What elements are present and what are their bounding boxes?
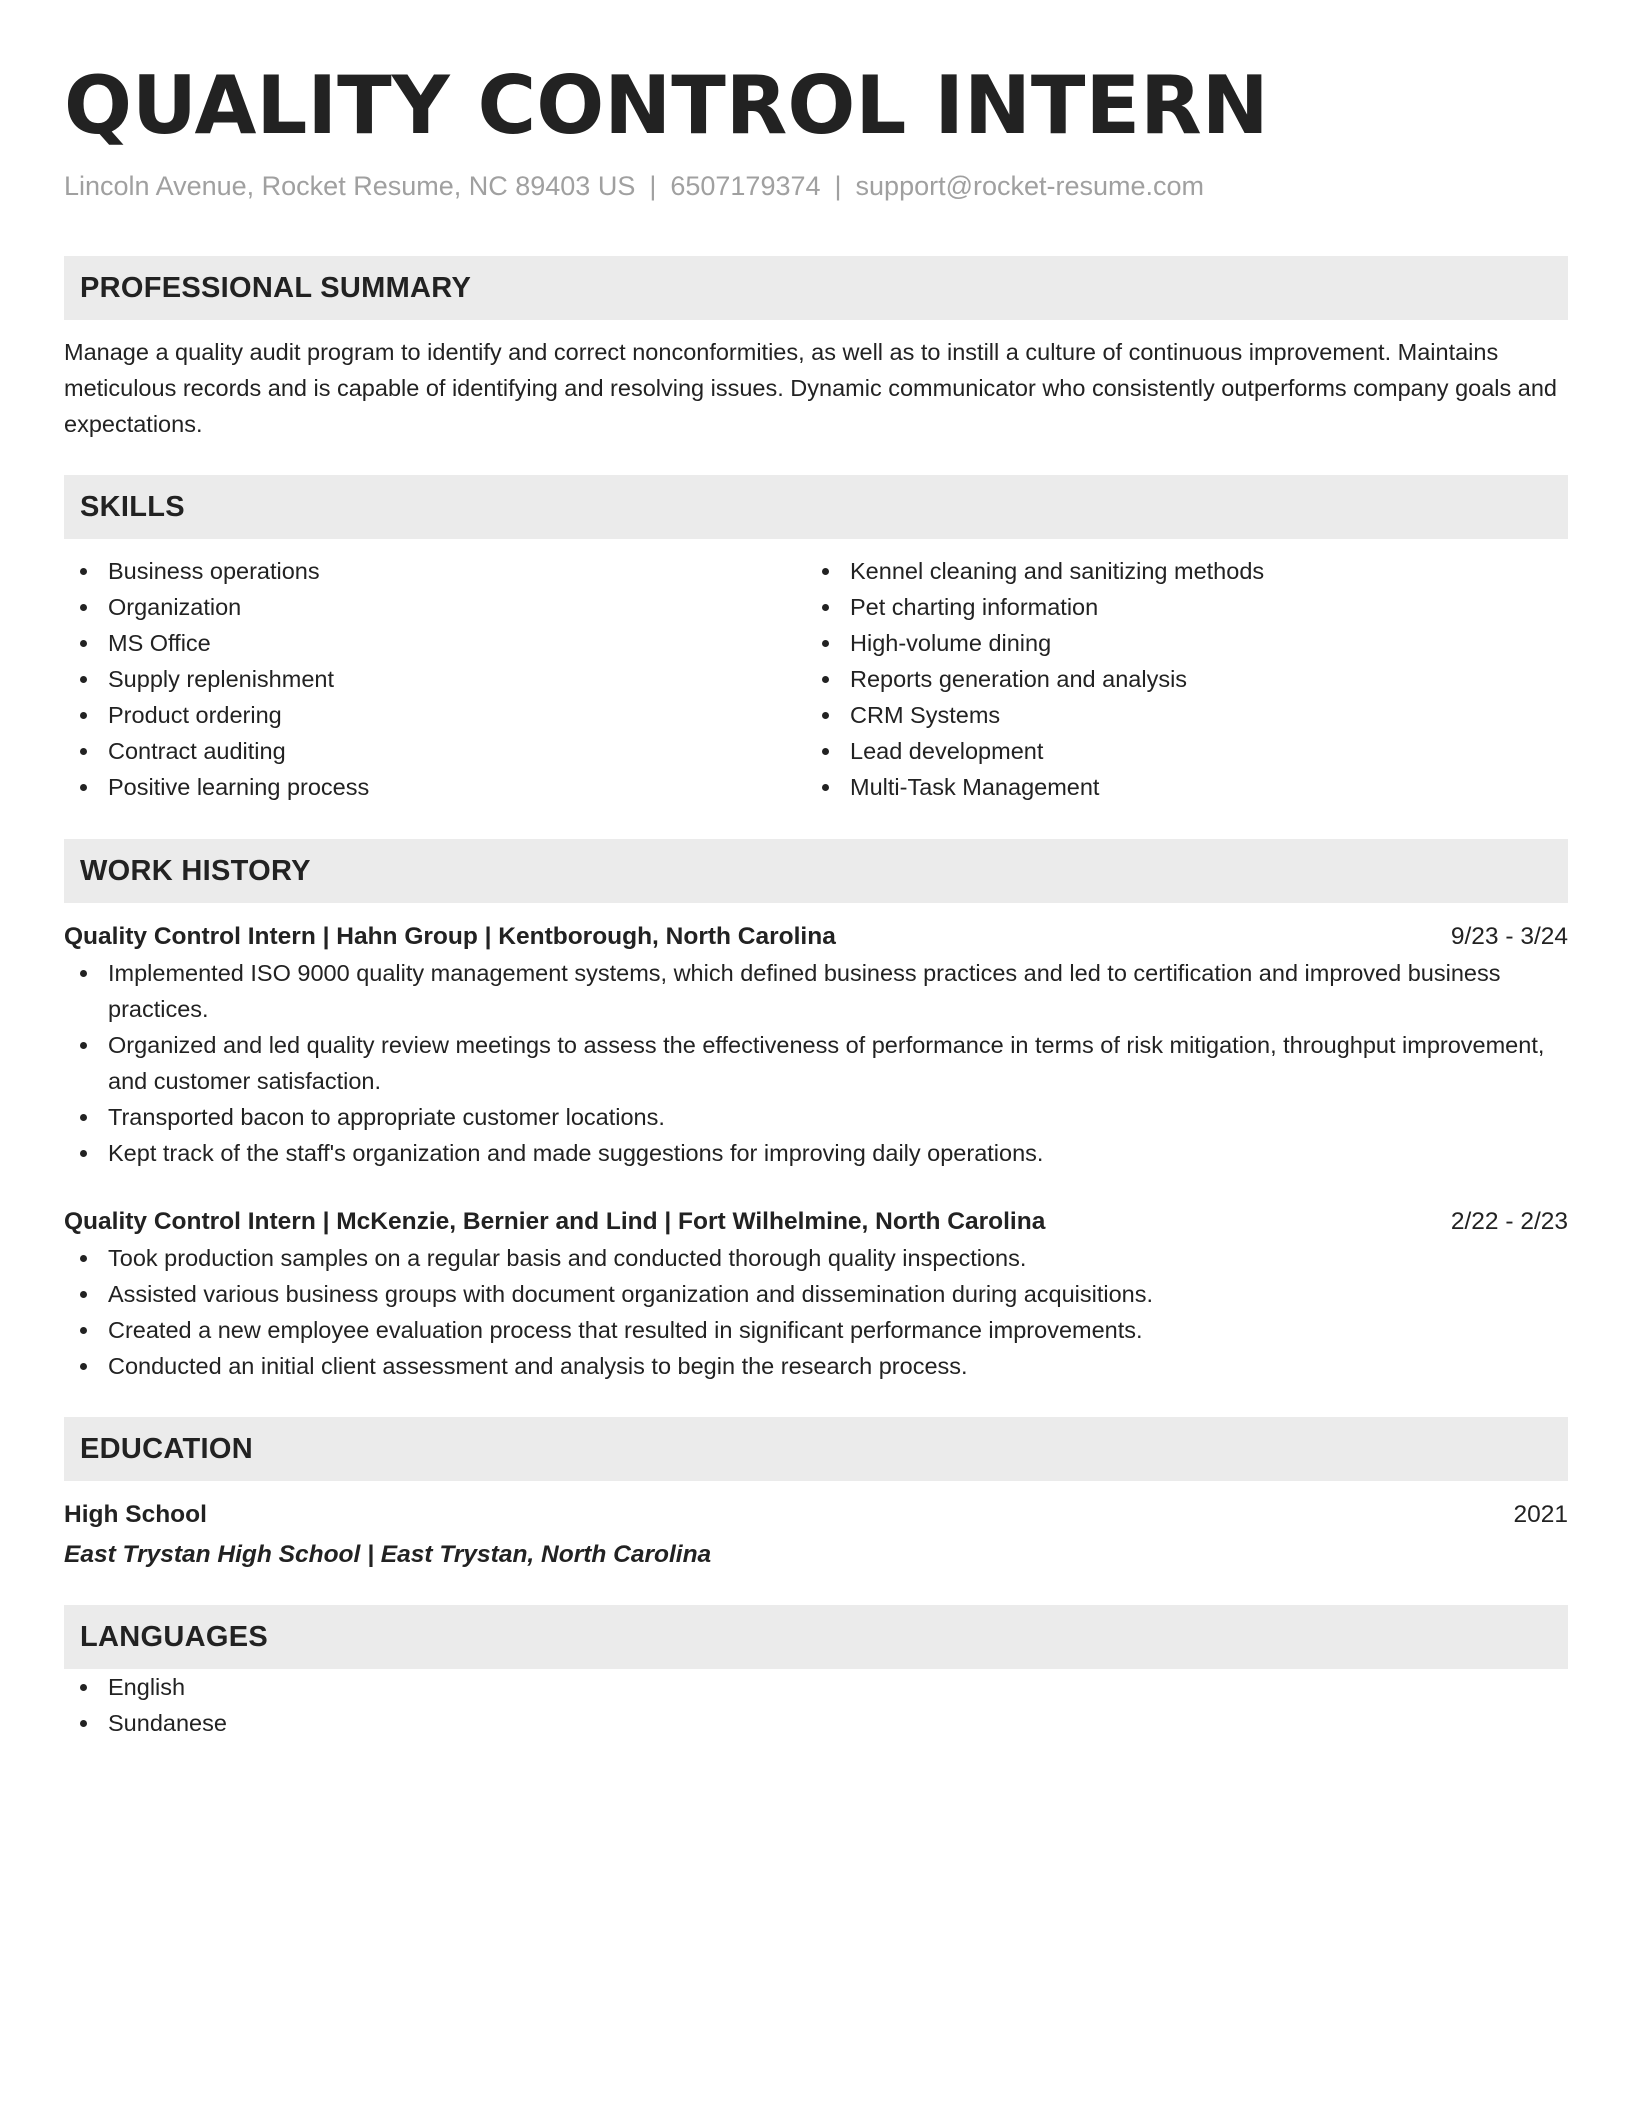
skill-item: Pet charting information <box>806 589 1548 625</box>
language-item: English <box>64 1669 1568 1705</box>
skill-item: Contract auditing <box>64 733 806 769</box>
section-header-work-history: WORK HISTORY <box>64 839 1568 903</box>
resume-name: QUALITY CONTROL INTERN <box>64 59 1269 152</box>
contact-phone: 6507179374 <box>670 171 821 201</box>
languages-list <box>64 1669 1568 1741</box>
job-bullet: Created a new employee evaluation process that resulted in significant performance improvements. <box>64 1312 1568 1348</box>
skill-item: Product ordering <box>64 697 806 733</box>
skill-item: Business operations <box>64 553 806 589</box>
job-bullet: Conducted an initial client assessment and analysis to begin the research process. <box>64 1348 1568 1384</box>
language-item: Sundanese <box>64 1705 1568 1741</box>
skill-item: Supply replenishment <box>64 661 806 697</box>
job-bullet: Implemented ISO 9000 quality management systems, which defined business practices and led to certification and improved business practices. <box>64 955 1568 1027</box>
skill-item: Lead development <box>806 733 1548 769</box>
skill-item: MS Office <box>64 625 806 661</box>
skill-item: Positive learning process <box>64 769 806 805</box>
section-header-summary: PROFESSIONAL SUMMARY <box>64 256 1568 320</box>
education-school: East Trystan High School | East Trystan, North Carolina <box>64 1541 712 1568</box>
skill-item: High-volume dining <box>806 625 1548 661</box>
job-bullet: Transported bacon to appropriate customer locations. <box>64 1099 1568 1135</box>
skills-columns <box>64 553 1568 805</box>
education-degree: High School <box>64 1501 207 1528</box>
section-header-languages: LANGUAGES <box>64 1605 1568 1669</box>
skills-list-right <box>806 553 1548 805</box>
contact-address: Lincoln Avenue, Rocket Resume, NC 89403 US <box>64 171 636 201</box>
job-bullet: Took production samples on a regular basis and conducted thorough quality inspections. <box>64 1240 1568 1276</box>
contact-line <box>64 168 1568 204</box>
summary-text: Manage a quality audit program to identify and correct nonconformities, as well as to instill a culture of continuous improvement. Maintains meticulous records and is capable of identifying and resolving issues. Dynamic communicator who consistently outperforms company goals and expectations. <box>64 339 1557 437</box>
contact-separator: | <box>834 171 842 201</box>
job-bullets <box>64 955 1568 1171</box>
education-year: 2021 <box>1513 1501 1568 1528</box>
skill-item: CRM Systems <box>806 697 1548 733</box>
section-header-skills: SKILLS <box>64 475 1568 539</box>
job-heading-row <box>64 919 1568 955</box>
section-header-education: EDUCATION <box>64 1417 1568 1481</box>
skill-item: Kennel cleaning and sanitizing methods <box>806 553 1548 589</box>
contact-separator: | <box>649 171 657 201</box>
skill-item: Reports generation and analysis <box>806 661 1548 697</box>
skill-item: Multi-Task Management <box>806 769 1548 805</box>
job-heading-row <box>64 1204 1568 1240</box>
job-bullet: Organized and led quality review meetings to assess the effectiveness of performance in terms of risk mitigation, throughput improvement, and customer satisfaction. <box>64 1027 1568 1099</box>
skills-list-left <box>64 553 806 805</box>
job-bullet: Kept track of the staff's organization and made suggestions for improving daily operations. <box>64 1135 1568 1171</box>
contact-email: support@rocket-resume.com <box>855 171 1205 201</box>
education-heading-row <box>64 1497 1568 1533</box>
job-dates: 9/23 - 3/24 <box>1450 923 1568 950</box>
resume-page <box>64 58 1568 1741</box>
job-dates: 2/22 - 2/23 <box>1450 1208 1568 1235</box>
skill-item: Organization <box>64 589 806 625</box>
job-bullets <box>64 1240 1568 1384</box>
job-bullet: Assisted various business groups with document organization and dissemination during acquisitions. <box>64 1276 1568 1312</box>
job-title: Quality Control Intern | Hahn Group | Kentborough, North Carolina <box>64 923 836 950</box>
job-title: Quality Control Intern | McKenzie, Bernier and Lind | Fort Wilhelmine, North Carolina <box>64 1208 1046 1235</box>
